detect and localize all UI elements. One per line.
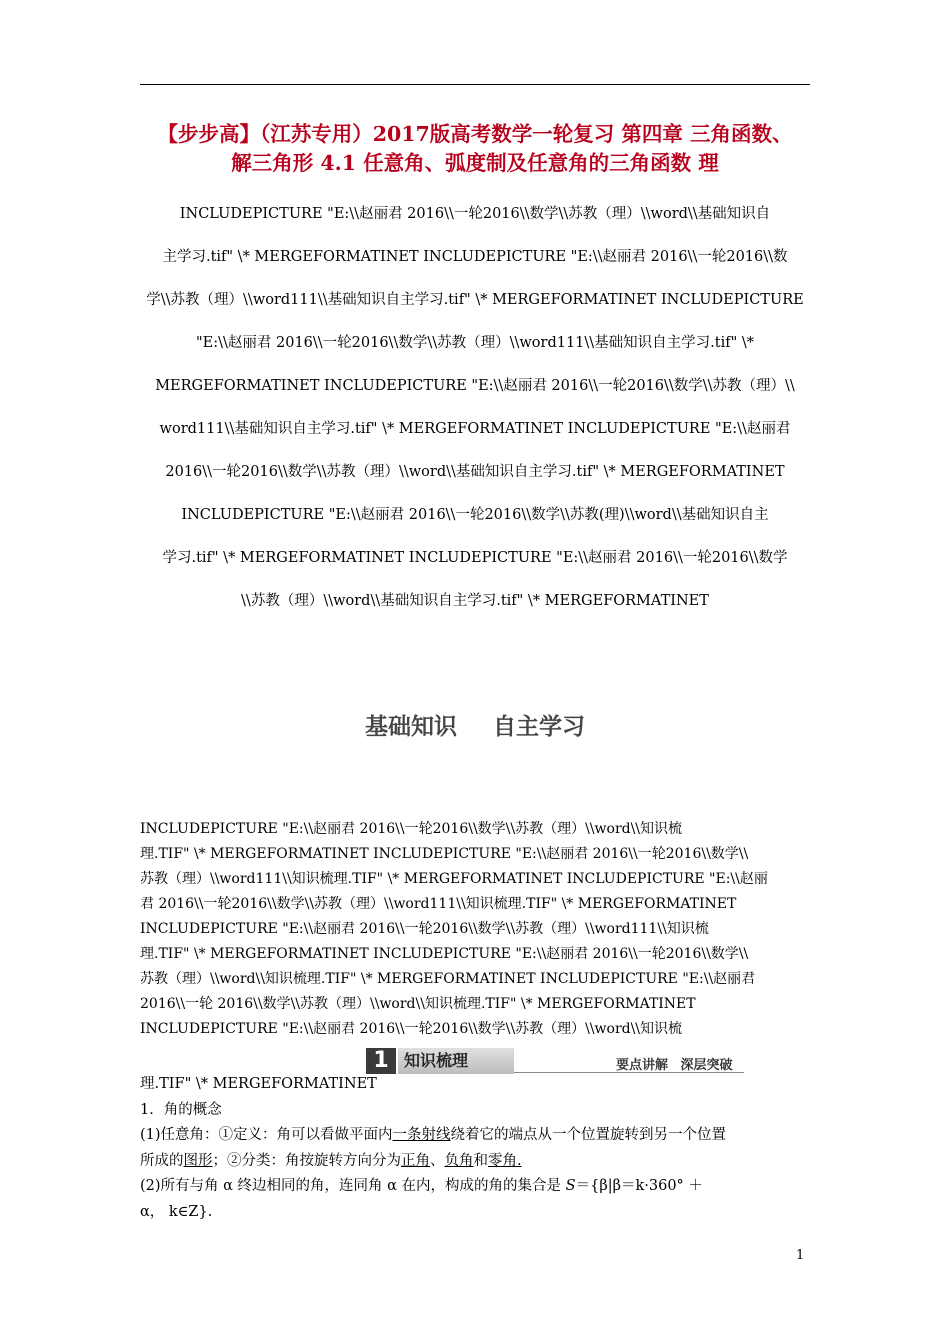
document-title [140,120,810,178]
top-rule [140,84,810,85]
underlined-term: 负角 [444,1152,474,1169]
set-symbol: S [565,1178,576,1194]
text-run: 所成的 [140,1152,184,1169]
text-run: 、 [430,1152,445,1169]
text-run: (2)所有与角 α 终边相同的角，连同角 α 在内，构成的角的集合是 [140,1178,566,1194]
page-number: 1 [796,1248,805,1263]
banner-subtitle-1: 要点讲解 [616,1058,669,1073]
field-line: "E:\\赵丽君 2016\\一轮2016\\数学\\苏教（理）\\word111\\基础知识自主学习.tif" \* [195,335,755,351]
text-run: 绕着它的端点从一个位置旋转到另一个位置 [450,1127,727,1143]
text-run: ；②分类：角按旋转方向分为 [212,1152,401,1169]
section-heading-part1: 基础知识 [364,714,457,740]
field-line: INCLUDEPICTURE "E:\\赵丽君 2016\\一轮2016\\数学\\苏教（理）\\word\\基础知识自 [179,206,771,222]
field-line: \\苏教（理）\\word\\基础知识自主学习.tif" \* MERGEFORMATINET [241,593,709,609]
field-line: INCLUDEPICTURE "E:\\赵丽君 2016\\一轮2016\\数学\\苏教(理)\\word\\基础知识自主 [181,507,769,523]
field-line: 2016\\一轮2016\\数学\\苏教（理）\\word\\基础知识自主学习.tif" \* MERGEFORMATINET [165,464,785,480]
banner-label-box [398,1048,514,1074]
field-line: 2016\\一轮 2016\\数学\\苏教（理）\\word\\知识梳理.TIF" \* MERGEFORMATINET [140,996,696,1012]
field-line: word111\\基础知识自主学习.tif" \* MERGEFORMATINET INCLUDEPICTURE "E:\\赵丽君 [159,421,791,437]
banner-label: 知识梳理 [404,1051,469,1070]
text-run: ＝{β|β＝k·360° ＋ [575,1178,703,1194]
field-line: INCLUDEPICTURE "E:\\赵丽君 2016\\一轮2016\\数学\\苏教（理）\\word\\知识梳 [140,821,683,837]
banner-subtitle [616,1054,741,1073]
paragraph-line-4: α， k∈Z}. [140,1203,213,1220]
field-line: INCLUDEPICTURE "E:\\赵丽君 2016\\一轮2016\\数学\\苏教（理）\\word\\知识梳 [140,1021,683,1037]
text-run: (1)任意角：①定义：角可以看做平面内 [140,1127,393,1143]
field-line: MERGEFORMATINET INCLUDEPICTURE "E:\\赵丽君 2016\\一轮2016\\数学\\苏教（理）\\ [155,378,795,394]
underlined-term: 正角 [401,1152,430,1169]
field-line: 主学习.tif" \* MERGEFORMATINET INCLUDEPICTURE "E:\\赵丽君 2016\\一轮2016\\数 [162,249,788,265]
field-tail-line: 理.TIF" \* MERGEFORMATINET [140,1076,377,1092]
section-heading [140,708,810,741]
field-line: INCLUDEPICTURE "E:\\赵丽君 2016\\一轮2016\\数学\\苏教（理）\\word111\\知识梳 [140,921,709,937]
field-line: 学\\苏教（理）\\word111\\基础知识自主学习.tif" \* MERGEFORMATINET INCLUDEPICTURE [146,292,804,308]
paragraph-line-2 [140,1149,810,1175]
paragraph-line-3 [140,1174,810,1200]
banner-subtitle-2: 深层突破 [680,1058,733,1073]
body-text [140,1072,810,1225]
title-line-2: 解三角形 4.1 任意角、弧度制及任意角的三角函数 理 [231,151,719,175]
field-line: 理.TIF" \* MERGEFORMATINET INCLUDEPICTURE "E:\\赵丽君 2016\\一轮2016\\数学\\ [140,846,749,862]
section-heading-part2: 自主学习 [493,714,585,740]
underlined-term: 一条射线 [392,1127,451,1143]
field-line: 学习.tif" \* MERGEFORMATINET INCLUDEPICTURE "E:\\赵丽君 2016\\一轮2016\\数学 [162,550,788,566]
title-line-1: 【步步高】（江苏专用）2017版高考数学一轮复习 第四章 三角函数、 [157,122,793,146]
underlined-term: 零角. [488,1152,522,1169]
field-line: 理.TIF" \* MERGEFORMATINET INCLUDEPICTURE "E:\\赵丽君 2016\\一轮2016\\数学\\ [140,946,749,962]
field-line: 苏教（理）\\word\\知识梳理.TIF" \* MERGEFORMATINET INCLUDEPICTURE "E:\\赵丽君 [140,971,756,987]
item1-heading: 1．角的概念 [140,1101,222,1118]
text-run: 和 [473,1152,488,1169]
underlined-term: 图形 [183,1152,213,1169]
field-line: 君 2016\\一轮2016\\数学\\苏教（理）\\word111\\知识梳理.TIF" \* MERGEFORMATINET [140,896,737,912]
field-code-block-2 [140,817,810,1042]
paragraph-line-1 [140,1123,810,1149]
field-line: 苏教（理）\\word111\\知识梳理.TIF" \* MERGEFORMATINET INCLUDEPICTURE "E:\\赵丽 [140,871,768,887]
banner-number: 1 [366,1048,396,1074]
field-code-block-1 [140,193,810,623]
